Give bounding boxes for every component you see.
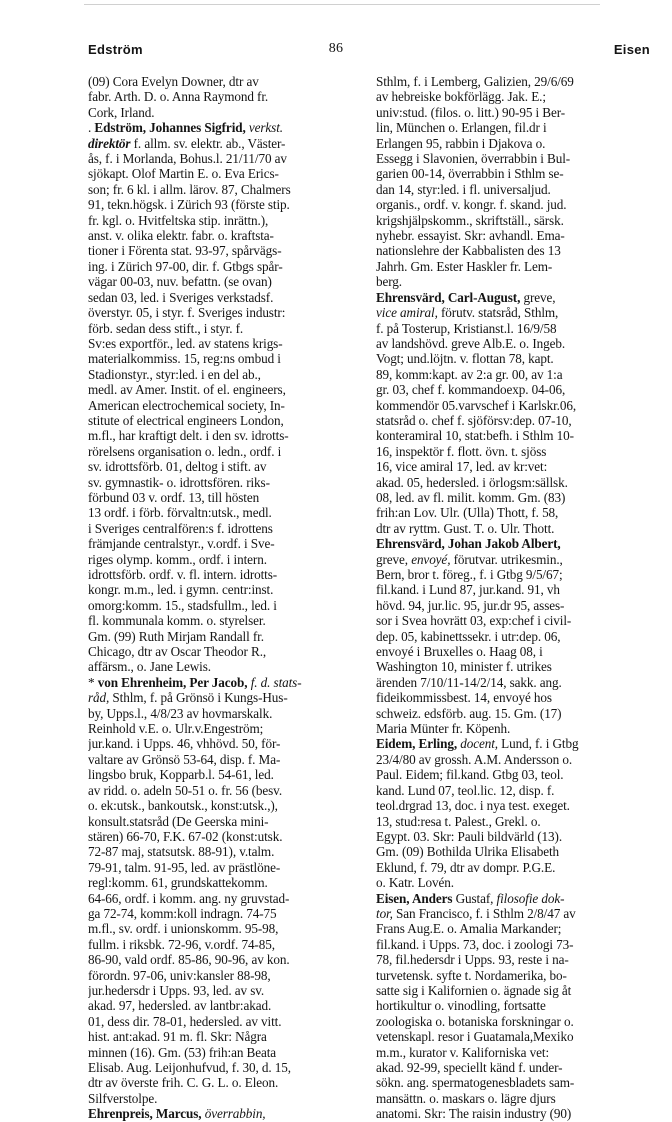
text-line: [88, 228, 364, 243]
text-line: [88, 937, 364, 952]
text-segment: f. på Tosterup, Kristianst.l. 16/9/58: [376, 320, 557, 336]
text-line: [88, 706, 364, 721]
text-segment: o. ek:utsk., bankoutsk., konst:utsk.,),: [88, 798, 278, 814]
text-segment: jur.hedersdr i Upps. 93, led. av sv.: [88, 982, 265, 998]
text-segment: 91, tekn.högsk. i Zürich 93 (förste stip.: [88, 197, 290, 213]
text-line: [376, 1045, 659, 1060]
text-segment: teol.drgrad 13, doc. i nya test. exeget.: [376, 798, 570, 814]
text-segment: dep. 05, kabinettssekr. i utr:dep. 06,: [376, 628, 561, 644]
text-segment: sjökapt. Olof Martin E. o. Eva Erics-: [88, 166, 279, 182]
text-line: [88, 891, 364, 906]
text-line: [376, 74, 659, 89]
text-line: [88, 921, 364, 936]
text-line: [88, 783, 364, 798]
text-segment: Chicago, dtr av Oscar Theodor R.,: [88, 644, 267, 660]
text-segment: Erlangen 95, rabbin i Djakova o.: [376, 135, 546, 151]
text-line: [88, 166, 364, 181]
text-segment: 23/4/80 av grossh. A.M. Andersson o.: [376, 751, 573, 767]
text-line: [376, 505, 659, 520]
text-segment: fil.kand. i Lund 87, jur.kand. 91, vh: [376, 582, 560, 598]
text-segment: anatomi. Skr: The raisin industry (90): [376, 1106, 572, 1122]
text-segment: hist. ant:akad. 91 m. fl. Skr: Några: [88, 1029, 267, 1045]
text-line: [88, 336, 364, 351]
text-line: [88, 860, 364, 875]
text-segment: Cork, Irland.: [88, 104, 155, 120]
text-segment: lin, München o. Erlangen, fil.dr i: [376, 120, 547, 136]
text-segment: hortikultur o. vinodling, fortsatte: [376, 998, 546, 1014]
text-line: [376, 228, 659, 243]
text-segment: nyhebr. essayist. Skr: avhandl. Ema-: [376, 228, 565, 244]
text-segment: dtr av ryttm. Gust. T. o. Ulr. Thott.: [376, 520, 555, 536]
text-segment: Bern, bror t. föreg., f. i Gtbg 9/5/67;: [376, 567, 563, 582]
text-line: [376, 475, 659, 490]
text-segment: fr. kgl. o. Hvitfeltska stip. inrättn.),: [88, 212, 269, 228]
text-line: [88, 243, 364, 258]
text-segment: vetenskapl. resor i Guatamala,Mexiko: [376, 1029, 574, 1045]
text-segment: förbund 03 v. ordf. 13, till hösten: [88, 489, 260, 505]
text-segment: ärenden 7/10/11-14/2/14, sakk. ang.: [376, 674, 562, 690]
text-line: [376, 459, 659, 474]
text-line: [88, 490, 364, 505]
text-segment: sv. idrottsförb. 01, deltog i stift. av: [88, 459, 267, 475]
text-segment: envoyé i Bruxelles o. Haag 08, i: [376, 644, 543, 660]
text-line: [376, 906, 659, 921]
text-segment: son; fr. 6 kl. i allm. lärov. 87, Chalmers: [88, 181, 291, 197]
text-segment: 89, komm:kapt. av 2:a gr. 00, av 1:a: [376, 366, 563, 382]
text-line: [88, 413, 364, 428]
text-segment: vägar 00-03, nuv. befattn. (se ovan): [88, 274, 272, 290]
text-line: [88, 1029, 364, 1044]
text-segment: Sv:es exportför., led. av statens krigs-: [88, 335, 283, 351]
text-segment: minnen (16). Gm. (53) frih:an Beata: [88, 1044, 277, 1060]
text-line: [376, 213, 659, 228]
text-segment: affärsm., o. Jane Lewis.: [88, 659, 211, 675]
text-line: [376, 243, 659, 258]
text-segment: 13 ordf. i förb. förvaltn:utsk., medl.: [88, 505, 272, 521]
text-segment: f. allm. sv. elektr. ab., Väster-: [130, 135, 286, 151]
running-head-left: Edström: [88, 42, 143, 57]
text-segment: American electrochemical society, In-: [88, 397, 285, 413]
text-segment: stitute of electrical engineers London,: [88, 412, 284, 428]
text-segment: docent,: [460, 736, 498, 752]
text-segment: by, Upps.l., 4/8/23 av hovmarskalk.: [88, 705, 273, 721]
text-segment: 13, stud:resa t. Palest., Grekl. o.: [376, 813, 541, 829]
text-segment: av ridd. o. adeln 50-51 o. fr. 56 (besv.: [88, 782, 283, 798]
text-line: [88, 536, 364, 551]
text-segment: 01, dess dir. 78-01, hedersled. av vitt.: [88, 1013, 282, 1029]
text-segment: 16, vice amiral 17, led. av kr:vet:: [376, 459, 548, 475]
text-segment: .: [88, 120, 95, 136]
text-segment: förutv. statsråd, Sthlm,: [437, 305, 559, 321]
text-line: [376, 413, 659, 428]
text-line: [88, 505, 364, 520]
text-segment: kommendör 05.varvschef i Karlskr.06,: [376, 397, 577, 413]
text-segment: mansättn. o. maskars o. lägre djurs: [376, 1090, 556, 1106]
text-segment: 79-91, talm. 91-95, led. av prästlöne-: [88, 859, 281, 875]
text-segment: satte sig i Kalifornien o. ägnade sig åt: [376, 982, 572, 998]
text-segment: ing. i Zürich 97-00, dir. f. Gtbgs spår-: [88, 258, 283, 274]
text-segment: frih:an Lov. Ulr. (Ulla) Thott, f. 58,: [376, 505, 559, 521]
text-line: [88, 382, 364, 397]
text-line: [88, 305, 364, 320]
text-line: [88, 444, 364, 459]
text-line: [376, 567, 659, 582]
text-line: [88, 428, 364, 443]
text-line: [376, 752, 659, 767]
text-segment: konsult.statsråd (De Geerska mini-: [88, 813, 269, 829]
text-line: [88, 459, 364, 474]
text-line: [376, 197, 659, 212]
text-line: [88, 875, 364, 890]
page-number: 86: [328, 41, 344, 56]
text-segment: Essegg i Slavonien, överrabbin i Bul-: [376, 151, 571, 167]
text-segment: sökn. ang. spermatogenesbladets sam-: [376, 1075, 575, 1091]
text-segment: nationslehre der Kabbalisten des 13: [376, 243, 561, 259]
text-segment: förb. sedan dess stift., i styr. f.: [88, 320, 244, 336]
text-line: [88, 120, 364, 135]
text-line: [88, 752, 364, 767]
text-line: [88, 1091, 364, 1106]
text-segment: fullm. i riksbk. 72-96, v.ordf. 74-85,: [88, 936, 275, 952]
text-line: [376, 151, 659, 166]
text-segment: idrottsförb. ordf. v. fl. intern. idrotts-: [88, 567, 278, 582]
text-line: [88, 659, 364, 674]
text-line: [88, 721, 364, 736]
text-segment: regl:komm. 61, grundskattekomm.: [88, 875, 268, 891]
text-line: [88, 151, 364, 166]
text-segment: fabr. Arth. D. o. Anna Raymond fr.: [88, 89, 269, 105]
text-line: [88, 136, 364, 151]
text-segment: fil.kand. i Upps. 73, doc. i zoologi 73-: [376, 936, 574, 952]
text-segment: Gustaf,: [452, 890, 497, 906]
text-line: [376, 875, 659, 890]
text-segment: direktör: [88, 135, 131, 151]
text-line: [376, 798, 659, 813]
text-line: [88, 398, 364, 413]
top-rule: [84, 4, 600, 5]
text-line: [88, 259, 364, 274]
text-line: [88, 1060, 364, 1075]
text-line: [376, 814, 659, 829]
text-segment: dtr av överste frih. C. G. L. o. Eleon.: [88, 1075, 279, 1091]
text-segment: rörelsens organisation o. ledn., ordf. i: [88, 443, 282, 459]
text-line: [88, 1045, 364, 1060]
text-line: [376, 1029, 659, 1044]
text-segment: von Ehrenheim, Per Jacob,: [97, 674, 248, 690]
text-line: [88, 567, 364, 582]
text-line: [376, 598, 659, 613]
text-line: [376, 89, 659, 104]
text-segment: verkst.: [248, 120, 283, 136]
text-line: [88, 983, 364, 998]
text-segment: o. Katr. Lovén.: [376, 875, 454, 891]
text-segment: m.fl., har kraftigt delt. i den sv. idrotts-: [88, 428, 289, 444]
text-segment: statsråd o. chef f. sjöförsv:dep. 07-10,: [376, 412, 572, 428]
text-segment: överrabbin,: [204, 1106, 266, 1122]
text-segment: sedan 03, led. i Sveriges verkstadsf.: [88, 289, 274, 305]
text-segment: ga 72-74, komm:koll indragn. 74-75: [88, 905, 277, 921]
text-line: [376, 952, 659, 967]
text-segment: Stadionstyr., styr:led. i en del ab.,: [88, 366, 261, 382]
text-line: [376, 998, 659, 1013]
text-line: [376, 490, 659, 505]
text-line: [376, 659, 659, 674]
text-line: [88, 629, 364, 644]
text-line: [376, 120, 659, 135]
text-segment: Sthlm, f. i Lemberg, Galizien, 29/6/69: [376, 74, 574, 89]
text-segment: Eklund, f. 79, dtr av dompr. P.G.E.: [376, 859, 556, 875]
text-segment: akad. 05, hedersled. i örlogsm:sällsk.: [376, 474, 568, 490]
text-line: [376, 536, 659, 551]
text-line: [88, 89, 364, 104]
text-line: [376, 1075, 659, 1090]
text-line: [88, 906, 364, 921]
text-line: [88, 814, 364, 829]
text-segment: omorg:komm. 15., stadsfullm., led. i: [88, 597, 277, 613]
text-line: [88, 644, 364, 659]
text-line: [88, 182, 364, 197]
text-line: [376, 1060, 659, 1075]
text-segment: tor,: [376, 905, 393, 921]
text-segment: fideikommissbest. 14, envoyé hos: [376, 690, 552, 706]
text-segment: hövd. 94, jur.lic. 95, jur.dr 95, asses-: [376, 597, 565, 613]
text-segment: av hebreiske bokförlägg. Jak. E.;: [376, 89, 546, 105]
text-segment: m.m., kurator v. Kaliforniska vet:: [376, 1044, 550, 1060]
text-line: [376, 136, 659, 151]
text-line: [376, 182, 659, 197]
text-line: [88, 798, 364, 813]
text-line: [88, 844, 364, 859]
text-line: [376, 1091, 659, 1106]
text-segment: tioner i Förenta stat. 93-97, spårvägs-: [88, 243, 282, 259]
text-line: [376, 613, 659, 628]
text-segment: av landshövd. greve Alb.E. o. Ingeb.: [376, 335, 566, 351]
text-line: [376, 844, 659, 859]
text-line: [88, 598, 364, 613]
text-line: [376, 367, 659, 382]
text-line: [376, 706, 659, 721]
text-line: [88, 968, 364, 983]
text-segment: dan 14, styr:led. i fl. universaljud.: [376, 181, 551, 197]
text-line: [88, 998, 364, 1013]
text-line: [376, 428, 659, 443]
text-line: [88, 582, 364, 597]
text-segment: f. d. stats-: [250, 674, 302, 690]
text-line: [376, 675, 659, 690]
text-line: [88, 351, 364, 366]
text-segment: sv. gymnastik- o. idrottsfören. riks-: [88, 474, 270, 490]
text-line: [376, 736, 659, 751]
text-line: [376, 305, 659, 320]
text-segment: 16, inspektör f. flott. övn. t. sjöss: [376, 443, 547, 459]
text-segment: Ehrensvärd, Johan Jakob Albert,: [376, 536, 561, 552]
text-segment: överstyr. 05, i styr. f. Sveriges industr:: [88, 305, 286, 321]
text-segment: Silfverstolpe.: [88, 1090, 158, 1106]
text-line: [376, 860, 659, 875]
text-segment: konteramiral 10, stat:befh. i Sthlm 10-: [376, 428, 574, 444]
text-segment: 78, fil.hedersdr i Upps. 93, reste i na-: [376, 952, 569, 968]
text-line: [376, 321, 659, 336]
text-line: [88, 213, 364, 228]
text-line: [376, 690, 659, 705]
text-segment: berg.: [376, 274, 402, 290]
text-line: [376, 351, 659, 366]
text-line: [376, 644, 659, 659]
text-line: [376, 891, 659, 906]
text-segment: materialkommiss. 15, reg:ns ombud i: [88, 351, 281, 367]
text-segment: medl. av Amer. Instit. of el. engineers,: [88, 382, 286, 398]
text-line: [376, 274, 659, 289]
text-segment: jur.kand. i Upps. 46, vhhövd. 50, för-: [88, 736, 281, 752]
right-column: [376, 74, 659, 1122]
text-line: [376, 983, 659, 998]
text-segment: Eisen, Anders: [376, 890, 453, 906]
text-segment: schweiz. edsförb. aug. 15. Gm. (17): [376, 705, 562, 721]
text-line: [88, 197, 364, 212]
text-segment: Reinhold v.E. o. Ulr.v.Engeström;: [88, 721, 264, 737]
text-segment: Jahrh. Gm. Ester Haskler fr. Lem-: [376, 258, 553, 274]
text-line: [376, 582, 659, 597]
text-line: [88, 736, 364, 751]
text-segment: stären) 66-70, F.K. 67-02 (konst:utsk.: [88, 828, 283, 844]
text-segment: Vogt; und.löjtn. v. flottan 78, kapt.: [376, 351, 554, 367]
text-segment: Gm. (09) Bothilda Ulrika Elisabeth: [376, 844, 560, 860]
text-segment: kongr. m.m., led. i gymn. centr:inst.: [88, 582, 274, 598]
text-segment: Eidem, Erling,: [376, 736, 458, 752]
text-segment: filosofie dok-: [496, 890, 565, 906]
text-line: [376, 1106, 659, 1121]
text-segment: råd,: [88, 690, 110, 706]
text-line: [376, 290, 659, 305]
text-segment: univ:stud. (filos. o. litt.) 90-95 i Ber-: [376, 104, 566, 120]
text-segment: riges olymp. komm., ordf. i intern.: [88, 551, 267, 567]
text-segment: krigshjälpskomm., skriftställ., särsk.: [376, 212, 564, 228]
text-segment: envoyé,: [411, 551, 451, 567]
text-line: [88, 690, 364, 705]
text-segment: fl. kommunala komm. o. styrelser.: [88, 613, 266, 629]
text-segment: greve,: [520, 289, 556, 305]
text-line: [88, 1075, 364, 1090]
text-line: [88, 767, 364, 782]
text-segment: organis., ordf. v. kongr. f. skand. jud.: [376, 197, 567, 213]
text-segment: Ehrensvärd, Carl-August,: [376, 289, 521, 305]
text-segment: vice amiral,: [376, 305, 438, 321]
text-segment: *: [88, 674, 98, 690]
text-segment: Edström, Johannes Sigfrid,: [94, 120, 246, 136]
text-line: [88, 105, 364, 120]
text-segment: förordn. 97-06, univ:kansler 88-98,: [88, 967, 271, 983]
text-segment: zoologiska o. botaniska forskningar o.: [376, 1013, 574, 1029]
text-segment: Ehrenpreis, Marcus,: [88, 1106, 202, 1122]
running-head-right: Eisen: [613, 42, 650, 57]
text-segment: Washington 10, minister f. utrikes: [376, 659, 552, 675]
text-line: [376, 552, 659, 567]
text-segment: Frans Aug.E. o. Amalia Markander;: [376, 921, 562, 937]
text-line: [376, 382, 659, 397]
text-segment: Sthlm, f. på Grönsö i Kungs-Hus-: [109, 690, 288, 706]
text-line: [88, 274, 364, 289]
text-line: [376, 444, 659, 459]
text-line: [376, 783, 659, 798]
text-line: [88, 74, 364, 89]
text-segment: förutvar. utrikesmin.,: [450, 551, 563, 567]
text-line: [88, 613, 364, 628]
text-segment: Maria Münter fr. Köpenh.: [376, 721, 511, 737]
text-line: [88, 321, 364, 336]
text-segment: Lund, f. i Gtbg: [497, 736, 579, 752]
text-line: [376, 721, 659, 736]
text-segment: (09) Cora Evelyn Downer, dtr av: [88, 74, 259, 89]
text-line: [88, 675, 364, 690]
text-segment: 64-66, ordf. i komm. ang. ny gruvstad-: [88, 890, 290, 906]
text-segment: 72-87 maj, statsutsk. 88-91), v.talm.: [88, 844, 275, 860]
text-segment: anst. v. olika elektr. fabr. o. kraftsta-: [88, 228, 274, 244]
text-segment: främjande centralstyr., v.ordf. i Sve-: [88, 536, 275, 552]
left-column: [88, 74, 364, 1122]
text-line: [376, 521, 659, 536]
text-segment: greve,: [376, 551, 412, 567]
text-line: [88, 367, 364, 382]
text-line: [376, 829, 659, 844]
text-line: [376, 937, 659, 952]
text-segment: i Sveriges centralfören:s f. idrottens: [88, 520, 273, 536]
text-line: [88, 290, 364, 305]
text-line: [376, 767, 659, 782]
text-segment: sor i Svea hovrätt 03, exp:chef i civil-: [376, 613, 572, 629]
text-segment: lingsbo bruk, Kopparb.l. 54-61, led.: [88, 767, 274, 783]
text-line: [376, 105, 659, 120]
text-line: [88, 829, 364, 844]
text-segment: gr. 03, chef f. kommandoexp. 04-06,: [376, 382, 566, 398]
text-line: [88, 552, 364, 567]
text-line: [376, 336, 659, 351]
text-line: [376, 166, 659, 181]
text-segment: Gm. (99) Ruth Mirjam Randall fr.: [88, 628, 264, 644]
text-segment: akad. 92-99, speciellt känd f. under-: [376, 1060, 563, 1075]
text-segment: akad. 97, hedersled. av lantbr:akad.: [88, 998, 272, 1014]
text-line: [376, 921, 659, 936]
text-line: [376, 629, 659, 644]
text-segment: turvetensk. syfte t. Nordamerika, bo-: [376, 967, 567, 983]
text-segment: San Francisco, f. i Sthlm 2/8/47 av: [392, 905, 576, 921]
text-line: [376, 259, 659, 274]
text-line: [88, 521, 364, 536]
text-segment: Egypt. 03. Skr: Pauli bildvärld (13).: [376, 828, 563, 844]
text-segment: Paul. Eidem; fil.kand. Gtbg 03, teol.: [376, 767, 564, 783]
text-segment: 08, led. av fl. milit. komm. Gm. (83): [376, 489, 566, 505]
text-segment: garien 00-14, överrabbin i Sthlm se-: [376, 166, 564, 182]
text-segment: m.fl., sv. ordf. i unionskomm. 95-98,: [88, 921, 279, 937]
text-line: [88, 1014, 364, 1029]
text-segment: 86-90, vald ordf. 85-86, 90-96, av kon.: [88, 952, 290, 968]
text-line: [88, 952, 364, 967]
text-line: [88, 475, 364, 490]
text-line: [88, 1106, 364, 1121]
text-line: [376, 1014, 659, 1029]
text-segment: valtare av Grönsö 53-64, disp. f. Ma-: [88, 751, 281, 767]
text-line: [376, 398, 659, 413]
text-line: [376, 968, 659, 983]
text-segment: kand. Lund 07, teol.lic. 12, disp. f.: [376, 782, 555, 798]
text-segment: ås, f. i Morlanda, Bohus.l. 21/11/70 av: [88, 151, 287, 167]
text-segment: Elisab. Aug. Leijonhufvud, f. 30, d. 15,: [88, 1060, 291, 1075]
